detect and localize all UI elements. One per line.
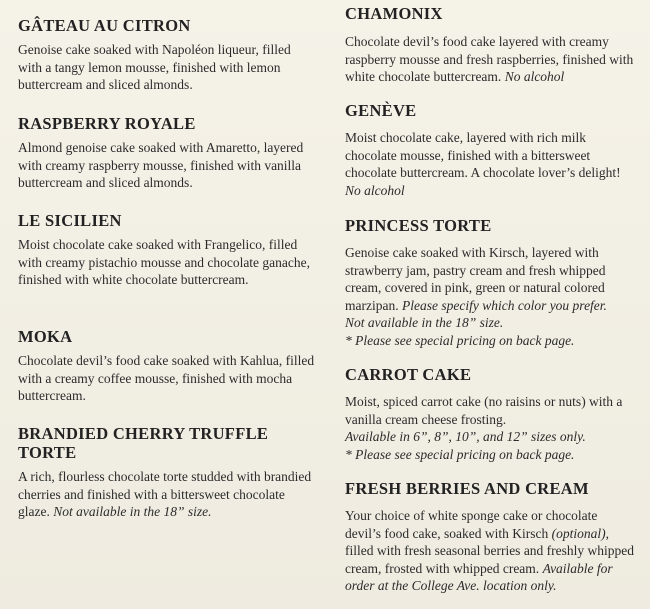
- cake-description: Moist chocolate cake soaked with Frangelico, filled with creamy pistachio mousse and chocolate ganache, finished with white chocolate buttercream.: [18, 237, 311, 288]
- cake-description: Genoise cake soaked with Kirsch, layered with strawberry jam, pastry cream and fresh whipped cream, covered in pink, green or natural colored marzipan. Please specify which color you prefer. Not available in the 18” size. * Please see special pricing on back page.: [345, 245, 607, 348]
- cake-note: Please specify which color you prefer.: [401, 297, 607, 313]
- cake-item-brandied-cherry-truffle-torte: [18, 424, 318, 521]
- cake-description: Chocolate devil’s food cake layered with creamy raspberry mousse and fresh raspberries, finished with white chocolate buttercream. No alcohol: [345, 34, 634, 85]
- cake-size-note: Not available in the 18” size.: [345, 315, 504, 331]
- cake-description: Genoise cake soaked with Napoléon liqueur, filled with a tangy lemon mousse, finished with lemon buttercream and sliced almonds.: [18, 42, 291, 93]
- cake-item-carrot-cake: [345, 365, 635, 463]
- cake-item-geneve: [345, 101, 635, 199]
- cake-item-princess-torte: [345, 216, 635, 350]
- cake-description: Almond genoise cake soaked with Amaretto, layered with creamy raspberry mousse, finished with vanilla buttercream and sliced almonds.: [18, 140, 304, 191]
- cake-title: GÂTEAU AU CITRON: [18, 16, 191, 35]
- cake-pricing-note: * Please see special pricing on back page.: [345, 446, 575, 462]
- cake-item-le-sicilien: [18, 211, 318, 289]
- cake-description: Chocolate devil’s food cake soaked with Kahlua, filled with a creamy coffee mousse, finished with mocha buttercream.: [18, 353, 315, 404]
- cake-item-gateau-au-citron: [18, 16, 318, 94]
- cake-title: BRANDIED CHERRY TRUFFLE TORTE: [18, 424, 269, 462]
- cake-title: RASPBERRY ROYALE: [18, 114, 196, 133]
- cake-title: CHAMONIX: [345, 4, 443, 23]
- cake-title: MOKA: [18, 327, 73, 346]
- cake-item-chamonix: [345, 4, 635, 86]
- cake-item-raspberry-royale: [18, 114, 318, 192]
- cake-pricing-note: * Please see special pricing on back page.: [345, 332, 575, 348]
- cake-description: Your choice of white sponge cake or chocolate devil’s food cake, soaked with Kirsch (optional), filled with fresh seasonal berries and freshly whipped cream, frosted with whipped cream. Available for order at the College Ave. location only.: [345, 508, 635, 594]
- cake-description: Moist chocolate cake, layered with rich milk chocolate mousse, finished with a bittersweet chocolate buttercream. A chocolate lover’s delight! No alcohol: [345, 130, 621, 198]
- cake-item-fresh-berries-and-cream: [345, 479, 635, 595]
- cake-title: FRESH BERRIES AND CREAM: [345, 479, 589, 498]
- cake-location-note: Available for order at the College Ave. location only.: [345, 560, 613, 594]
- cake-item-moka: [18, 327, 318, 405]
- cake-description: Moist, spiced carrot cake (no raisins or nuts) with a vanilla cream cheese frosting. Available in 6”, 8”, 10”, and 12” sizes only. * Please see special pricing on back page.: [345, 394, 623, 462]
- cake-title: CARROT CAKE: [345, 365, 472, 384]
- cake-size-note: Available in 6”, 8”, 10”, and 12” sizes only.: [345, 429, 586, 445]
- cake-note: No alcohol: [345, 182, 405, 198]
- cake-note: Not available in the 18” size.: [53, 504, 212, 520]
- cake-note: No alcohol: [504, 69, 565, 85]
- cake-title: GENÈVE: [345, 101, 417, 120]
- cake-title: LE SICILIEN: [18, 211, 122, 230]
- cake-description: A rich, flourless chocolate torte studded with brandied cherries and finished with a bittersweet chocolate glaze. Not available in the 18” size.: [18, 469, 312, 520]
- cake-title: PRINCESS TORTE: [345, 216, 492, 235]
